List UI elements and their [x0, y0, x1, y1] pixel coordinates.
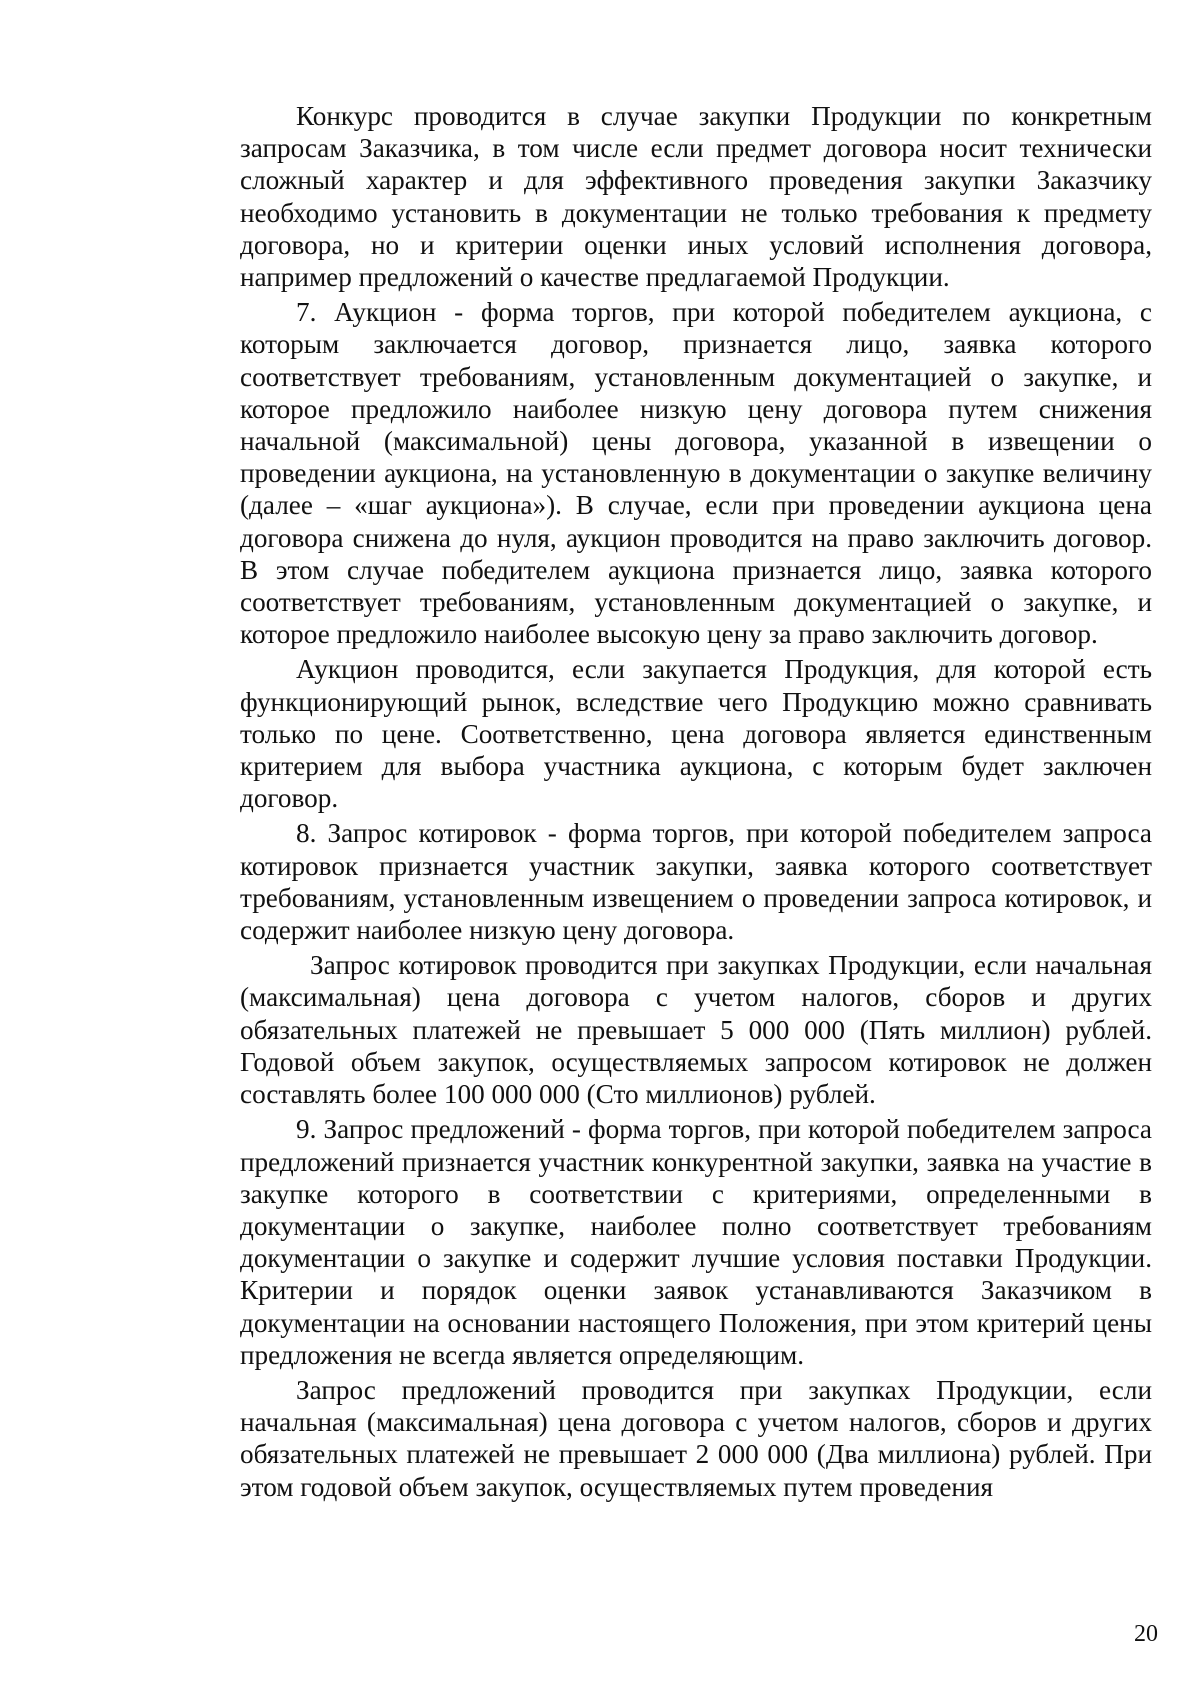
paragraph-quotation-request-conditions: Запрос котировок проводится при закупках Продукции, если начальная (максимальная) цена договора с учетом налогов, сборов и других обязательных платежей не превышает 5 000 000 (Пять миллион) рублей. Годовой объем закупок, осуществляемых запросом котировок не должен составлять более 100 000 000 (Сто миллионов) рублей.	[240, 950, 1152, 1110]
paragraph-proposal-request-definition: 9. Запрос предложений - форма торгов, при которой победителем запроса предложений признается участник конкурентной закупки, заявка на участие в закупке которого в соответствии с критериями, определенными в документации о закупке, наиболее полно соответствует требованиям документации о закупке и содержит лучшие условия поставки Продукции. Критерии и порядок оценки заявок устанавливаются Заказчиком в документации на основании настоящего Положения, при этом критерий цены предложения не всегда является определяющим.	[240, 1114, 1152, 1370]
paragraph-quotation-request-definition: 8. Запрос котировок - форма торгов, при которой победителем запроса котировок признается участник закупки, заявка которого соответствует требованиям, установленным извещением о проведении запроса котировок, и содержит наиболее низкую цену договора.	[240, 818, 1152, 946]
body-text	[240, 100, 1152, 1506]
paragraph-auction-conditions: Аукцион проводится, если закупается Продукция, для которой есть функционирующий рынок, вследствие чего Продукцию можно сравнивать только по цене. Соответственно, цена договора является единственным критерием для выбора участника аукциона, с которым будет заключен договор.	[240, 654, 1152, 814]
paragraph-auction-definition: 7. Аукцион - форма торгов, при которой победителем аукциона, с которым заключается договор, признается лицо, заявка которого соответствует требованиям, установленным документацией о закупке, и которое предложило наиболее низкую цену договора путем снижения начальной (максимальной) цены договора, указанной в извещении о проведении аукциона, на установленную в документации о закупке величину (далее – «шаг аукциона»). В случае, если при проведении аукциона цена договора снижена до нуля, аукцион проводится на право заключить договор. В этом случае победителем аукциона признается лицо, заявка которого соответствует требованиям, установленным документацией о закупке, и которое предложило наиболее высокую цену за право заключить договор.	[240, 297, 1152, 650]
paragraph-tender-conditions: Конкурс проводится в случае закупки Продукции по конкретным запросам Заказчика, в том числе если предмет договора носит технически сложный характер и для эффективного проведения закупки Заказчику необходимо установить в документации не только требования к предмету договора, но и критерии оценки иных условий исполнения договора, например предложений о качестве предлагаемой Продукции.	[240, 101, 1152, 293]
paragraph-proposal-request-conditions: Запрос предложений проводится при закупках Продукции, если начальная (максимальная) цена договора с учетом налогов, сборов и других обязательных платежей не превышает 2 000 000 (Два миллиона) рублей. При этом годовой объем закупок, осуществляемых путем проведения	[240, 1374, 1152, 1502]
page-number: 20	[1134, 1621, 1158, 1647]
